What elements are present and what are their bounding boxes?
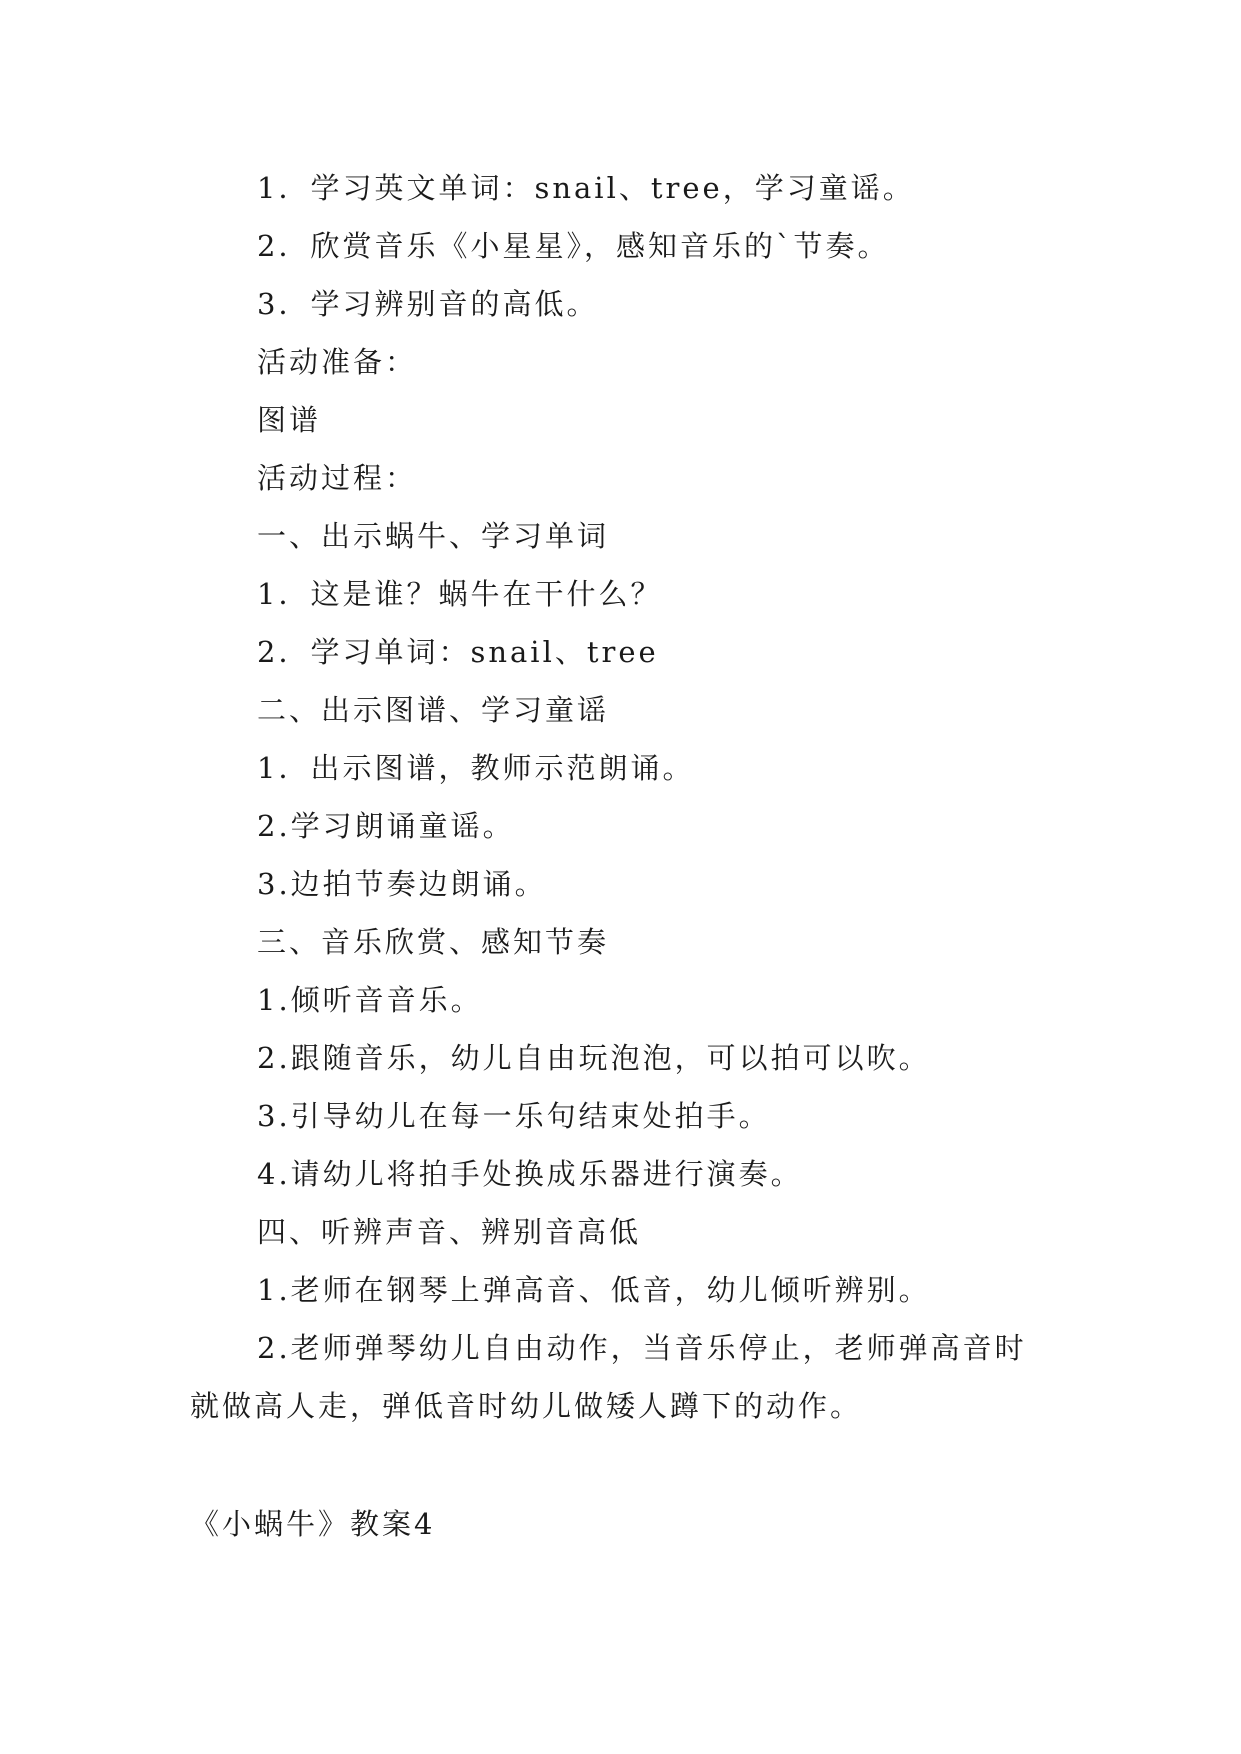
next-lesson-title: 《小蜗牛》教案4	[190, 1507, 436, 1541]
section-3-step-3: 3.引导幼儿在每一乐句结束处拍手。	[257, 1099, 771, 1133]
section-1-step-1: 1．这是谁？蜗牛在干什么？	[257, 577, 663, 611]
section-3-step-4: 4.请幼儿将拍手处换成乐器进行演奏。	[257, 1157, 803, 1191]
section-1-step-2: 2．学习单词：snail、tree	[257, 635, 659, 669]
section-3-heading: 三、音乐欣赏、感知节奏	[257, 925, 610, 959]
section-2-step-2: 2.学习朗诵童谣。	[257, 809, 515, 843]
section-4-step-1: 1.老师在钢琴上弹高音、低音，幼儿倾听辨别。	[257, 1273, 931, 1307]
section-3-step-2: 2.跟随音乐，幼儿自由玩泡泡，可以拍可以吹。	[257, 1041, 931, 1075]
process-heading: 活动过程：	[257, 461, 418, 495]
objective-1: 1．学习英文单词：snail、tree，学习童谣。	[257, 171, 915, 205]
section-4-heading: 四、听辨声音、辨别音高低	[257, 1215, 642, 1249]
preparation-heading: 活动准备：	[257, 345, 418, 379]
section-2-step-1: 1．出示图谱，教师示范朗诵。	[257, 751, 695, 785]
section-4-step-2-continued: 就做高人走，弹低音时幼儿做矮人蹲下的动作。	[190, 1389, 863, 1423]
objective-3: 3．学习辨别音的高低。	[257, 287, 599, 321]
section-2-step-3: 3.边拍节奏边朗诵。	[257, 867, 547, 901]
section-1-heading: 一、出示蜗牛、学习单词	[257, 519, 610, 553]
objective-2: 2．欣赏音乐《小星星》，感知音乐的`节奏。	[257, 229, 890, 263]
preparation-item: 图谱	[257, 403, 322, 437]
section-2-heading: 二、出示图谱、学习童谣	[257, 693, 610, 727]
section-3-step-1: 1.倾听音音乐。	[257, 983, 483, 1017]
section-4-step-2: 2.老师弹琴幼儿自由动作，当音乐停止，老师弹高音时	[257, 1331, 1027, 1365]
